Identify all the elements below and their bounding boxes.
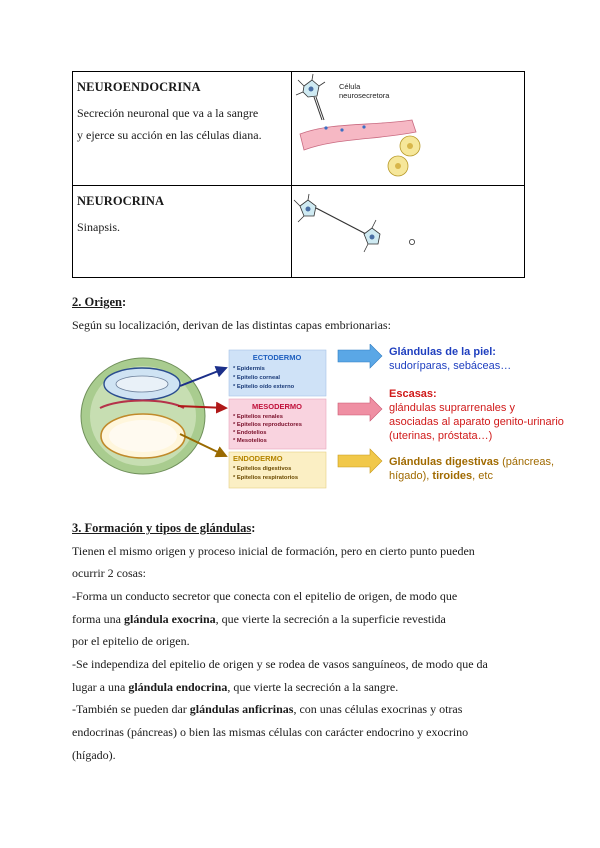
synapse-figure (292, 186, 522, 272)
paragraph: -También se pueden dar glándulas anficrinas, con unas células exocrinas y otras (72, 702, 463, 716)
paragraph: por el epitelio de origen. (72, 634, 190, 648)
layer-name: ENDODERMO (233, 454, 283, 463)
right-arrow-icon (338, 449, 382, 473)
paragraph: endocrinas (páncreas) o bien las mismas células con carácter endocrino y exocrino (72, 725, 469, 739)
layer-item: * Epidermis (233, 366, 265, 372)
layer-name: MESODERMO (251, 402, 303, 411)
result-title: Glándulas de la piel: (389, 346, 496, 358)
term-amphicrine: glándulas anficrinas (189, 702, 294, 716)
right-arrow-icon (338, 397, 382, 421)
result-title: Glándulas digestivas (páncreas, (389, 456, 555, 468)
ectoderm-box (229, 350, 326, 396)
table-row (73, 186, 525, 278)
paragraph: lugar a una glándula endocrina, que vierte la secreción a la sangre. (72, 680, 399, 694)
layer-name: ECTODERMO (252, 353, 302, 362)
row-text-line: y ejerce su acción en las células diana. (77, 128, 262, 142)
paragraph: -Se independiza del epitelio de origen y se rodea de vasos sanguíneos, de modo que da (72, 657, 488, 671)
table-cell (73, 72, 292, 186)
layer-item: * Epitelios digestivos (233, 466, 292, 472)
section-heading: 3. Formación y tipos de glándulas: (72, 521, 256, 535)
layer-item: * Mesotelios (233, 438, 267, 444)
neurosecretory-cell-figure (292, 72, 522, 180)
layer-item: * Epitelios respiratorios (233, 475, 299, 481)
row-text-line: Secreción neuronal que va a la sangre (77, 106, 259, 120)
embryonic-layers-diagram (80, 344, 580, 490)
table-cell (292, 72, 525, 186)
row-title: NEUROENDOCRINA (77, 80, 201, 94)
paragraph: forma una glándula exocrina, que vierte la secreción a la superficie revestida (72, 612, 446, 626)
section-heading: 2. Origen: (72, 295, 127, 309)
term-exocrine: glándula exocrina (123, 612, 216, 626)
endoderm-box (229, 452, 326, 488)
blood-vessel-shape (300, 120, 416, 150)
paragraph: Tienen el mismo origen y proceso inicial de formación, pero en cierto punto pueden (72, 544, 475, 558)
layer-item: * Endotelios (233, 430, 267, 436)
result-line: sudoríparas, sebáceas… (389, 360, 512, 372)
figure-label: neurosecretora (339, 91, 390, 100)
right-arrow-icon (338, 344, 382, 368)
row-text-line: Sinapsis. (77, 220, 121, 234)
result-line: glándulas suprarrenales y (389, 402, 515, 414)
result-line: asociadas al aparato genito-urinario (389, 416, 564, 428)
result-title: Escasas: (389, 388, 437, 400)
figure-label: Célula (339, 82, 361, 91)
table-cell (73, 186, 292, 278)
layer-item: * Epitelio corneal (233, 375, 281, 381)
table-row (73, 72, 525, 186)
layer-item: * Epitelio oído externo (233, 384, 295, 390)
neuron-icon (296, 74, 325, 120)
paragraph: ocurrir 2 cosas: (72, 566, 146, 580)
result-line: hígado), tiroides, etc (389, 470, 493, 482)
gland-types-table (72, 71, 525, 278)
layer-item: * Epitelios reproductores (233, 422, 302, 428)
paragraph: (hígado). (72, 748, 116, 762)
neuron-icon (294, 194, 366, 234)
table-cell (292, 186, 525, 278)
paragraph: -Forma un conducto secretor que conecta con el epitelio de origen, de modo que (72, 589, 458, 603)
result-line: (uterinas, próstata…) (389, 430, 493, 442)
embryo-illustration (81, 358, 205, 474)
paragraph: Según su localización, derivan de las distintas capas embrionarias: (72, 318, 391, 332)
term-endocrine: glándula endocrina (128, 680, 228, 694)
mesoderm-box (229, 399, 326, 449)
neuron-icon (364, 220, 380, 252)
layer-item: * Epitelios renales (233, 414, 283, 420)
row-title: NEUROCRINA (77, 194, 165, 208)
